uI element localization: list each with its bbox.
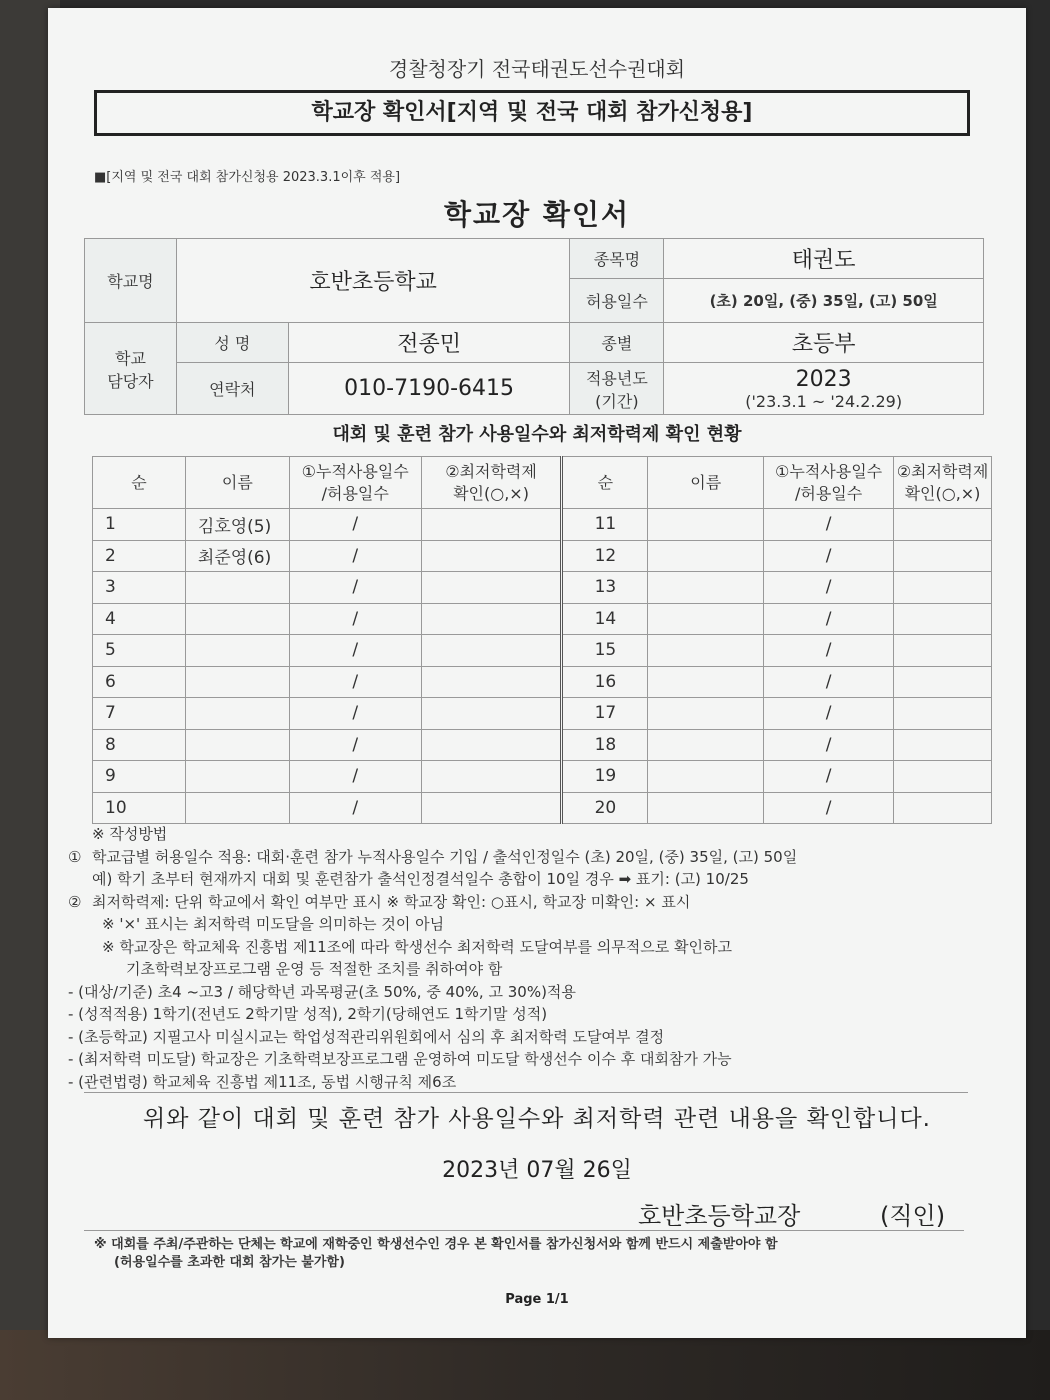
header-days-line2: /허용일수 <box>321 483 389 503</box>
row-check <box>421 572 562 604</box>
name-value: 전종민 <box>288 323 570 363</box>
header-days-right-line1: ①누적사용일수 <box>775 461 883 481</box>
header-days <box>289 457 421 509</box>
year-value: 2023 <box>795 366 852 392</box>
header-days-right-line2: /허용일수 <box>794 483 863 503</box>
table-row <box>93 792 992 824</box>
table-row <box>93 540 992 572</box>
row-days: / <box>289 666 421 698</box>
row-check <box>421 509 562 541</box>
row-days: / <box>289 729 421 761</box>
row-check-right <box>894 635 992 667</box>
row-name-right <box>648 761 764 793</box>
row-num: 1 <box>93 509 186 541</box>
row-check-right <box>894 761 992 793</box>
year-label-line1: 적용년도 <box>585 368 648 388</box>
issue-date: 2023년 07월 26일 <box>442 1158 632 1183</box>
row-num-right: 11 <box>562 509 648 541</box>
row-num: 10 <box>93 792 186 824</box>
school-label: 학교명 <box>85 239 177 323</box>
header-name-right: 이름 <box>648 457 764 509</box>
header-check-right-line1: ②최저학력제 <box>896 461 989 481</box>
document-sheet <box>48 8 1026 1338</box>
header-check-right <box>894 457 992 509</box>
header-check-line1: ②최저학력제 <box>445 461 537 481</box>
row-check-right <box>894 540 992 572</box>
row-check <box>421 729 562 761</box>
row-days: / <box>289 509 421 541</box>
row-check-right <box>894 729 992 761</box>
row-days-right: / <box>764 666 894 698</box>
footnote-line1: ※ 대회를 주최/주관하는 단체는 학교에 재학중인 학생선수인 경우 본 확인서를 참가신청서와 함께 반드시 제출받아야 함 <box>94 1237 778 1252</box>
table-header-row <box>93 457 992 509</box>
instruction-1-marker: ① <box>68 847 82 866</box>
row-num: 9 <box>93 761 186 793</box>
table-row <box>93 698 992 730</box>
division-label: 종별 <box>570 323 664 363</box>
manager-label-line1: 학교 <box>114 348 146 368</box>
table-row <box>93 729 992 761</box>
row-num-right: 14 <box>562 603 648 635</box>
table-row <box>93 635 992 667</box>
row-check <box>421 792 562 824</box>
row-days: / <box>289 761 421 793</box>
signer: 호반초등학교장 <box>638 1202 801 1230</box>
row-name-right <box>648 603 764 635</box>
row-num-right: 13 <box>562 572 648 604</box>
row-days: / <box>289 792 421 824</box>
row-days: / <box>289 603 421 635</box>
row-days-right: / <box>764 540 894 572</box>
row-days: / <box>289 572 421 604</box>
divider-bottom <box>84 1230 964 1231</box>
school-name: 호반초등학교 <box>176 239 570 323</box>
row-check-right <box>894 572 992 604</box>
row-num: 8 <box>93 729 186 761</box>
section-title: 대회 및 훈련 참가 사용일수와 최저학력제 확인 현황 <box>332 424 742 445</box>
header-check-right-line2: 확인(○,×) <box>904 483 981 503</box>
official-seal: (직인) <box>880 1202 946 1230</box>
page-number: Page 1/1 <box>505 1292 569 1307</box>
row-check <box>421 540 562 572</box>
row-name: 김호영(5) <box>185 509 289 541</box>
row-check <box>421 635 562 667</box>
row-num: 4 <box>93 603 186 635</box>
row-name-right <box>648 729 764 761</box>
header-num-right: 순 <box>562 457 648 509</box>
year-label-line2: (기간) <box>595 391 639 411</box>
header-name: 이름 <box>185 457 289 509</box>
event-value: 태권도 <box>664 239 984 279</box>
table-row <box>93 603 992 635</box>
row-check-right <box>894 666 992 698</box>
background-desk-bottom <box>0 1330 1050 1400</box>
detail-elementary: - (초등학교) 지필고사 미실시교는 학업성적관리위원회에서 심의 후 최저학력 도달여부 결정 <box>68 1027 665 1046</box>
row-days-right: / <box>764 761 894 793</box>
row-check-right <box>894 792 992 824</box>
contact-value: 010-7190-6415 <box>288 363 570 415</box>
row-check-right <box>894 603 992 635</box>
manager-label-line2: 담당자 <box>107 371 154 391</box>
row-check <box>421 666 562 698</box>
row-days-right: / <box>764 792 894 824</box>
row-days-right: / <box>764 698 894 730</box>
row-name-right <box>648 666 764 698</box>
row-days-right: / <box>764 635 894 667</box>
instruction-note-principal: ※ 학교장은 학교체육 진흥법 제11조에 따라 학생선수 최저학력 도달여부를 의무적으로 확인하고 <box>102 937 732 956</box>
info-table <box>84 238 984 415</box>
row-days: / <box>289 635 421 667</box>
row-days-right: / <box>764 603 894 635</box>
row-name-right <box>648 509 764 541</box>
main-title: 학교장 확인서 <box>443 198 631 231</box>
row-check <box>421 603 562 635</box>
footnote <box>94 1236 974 1272</box>
instruction-2-marker: ② <box>68 892 82 911</box>
instruction-2-text: 최저학력제: 단위 학교에서 확인 여부만 표시 ※ 학교장 확인: ○표시, 학교장 미확인: × 표시 <box>92 892 691 911</box>
row-name <box>185 635 289 667</box>
instruction-1-text: 학교급별 허용일수 적용: 대회·훈련 참가 누적사용일수 기입 / 출석인정일수 (초) 20일, (중) 35일, (고) 50일 <box>92 847 798 866</box>
row-days: / <box>289 698 421 730</box>
row-num-right: 17 <box>562 698 648 730</box>
header-days-line1: ①누적사용일수 <box>301 461 409 481</box>
applicability-note: ■[지역 및 전국 대회 참가신청용 2023.3.1이후 적용] <box>94 170 401 185</box>
row-num-right: 15 <box>562 635 648 667</box>
instruction-note-x: ※ '×' 표시는 최저학력 미도달을 의미하는 것이 아님 <box>102 915 445 933</box>
header-num: 순 <box>93 457 186 509</box>
instructions-heading: ※ 작성방법 <box>92 825 168 843</box>
footnote-line2: (허용일수를 초과한 대회 참가는 불가함) <box>114 1255 345 1270</box>
table-row <box>93 572 992 604</box>
row-days-right: / <box>764 729 894 761</box>
row-check-right <box>894 509 992 541</box>
participation-table <box>92 456 992 824</box>
row-check <box>421 761 562 793</box>
instruction-1 <box>68 846 998 869</box>
row-name-right <box>648 540 764 572</box>
row-num: 2 <box>93 540 186 572</box>
allow-value: (초) 20일, (중) 35일, (고) 50일 <box>664 279 984 323</box>
row-num-right: 20 <box>562 792 648 824</box>
form-header-box: 학교장 확인서[지역 및 전국 대회 참가신청용] <box>94 90 970 136</box>
instruction-2 <box>68 891 998 914</box>
year-cell <box>664 363 984 415</box>
header-check-line2: 확인(○,×) <box>453 483 529 503</box>
row-check-right <box>894 698 992 730</box>
row-num: 3 <box>93 572 186 604</box>
row-name-right <box>648 792 764 824</box>
row-name <box>185 698 289 730</box>
detail-target: - (대상/기준) 초4 ~고3 / 해당학년 과목평균(초 50%, 중 40%, 고 30%)적용 <box>68 982 576 1001</box>
row-name-right <box>648 572 764 604</box>
event-label: 종목명 <box>570 239 664 279</box>
competition-title: 경찰청장기 전국태권도선수권대회 <box>388 57 686 81</box>
detail-law: - (관련법령) 학교체육 진흥법 제11조, 동법 시행규칙 제6조 <box>68 1072 457 1091</box>
instruction-note-principal-cont: 기초학력보장프로그램 운영 등 적절한 조치를 취하여야 함 <box>126 960 503 978</box>
row-num-right: 16 <box>562 666 648 698</box>
detail-below-min: - (최저학력 미도달) 학교장은 기초학력보장프로그램 운영하여 미도달 학생선수 이수 후 대회참가 가능 <box>68 1050 732 1068</box>
instructions <box>68 823 998 1093</box>
row-name <box>185 729 289 761</box>
row-days-right: / <box>764 509 894 541</box>
detail-grades: - (성적적용) 1학기(전년도 2학기말 성적), 2학기(당해연도 1학기말 성적) <box>68 1005 548 1023</box>
year-label <box>570 363 664 415</box>
contact-label: 연락처 <box>176 363 288 415</box>
divider <box>84 1092 968 1093</box>
row-num-right: 12 <box>562 540 648 572</box>
header-days-right <box>764 457 894 509</box>
manager-label <box>85 323 177 415</box>
table-row <box>93 666 992 698</box>
row-check <box>421 698 562 730</box>
row-name <box>185 666 289 698</box>
row-num: 6 <box>93 666 186 698</box>
year-period: ('23.3.1 ~ '24.2.29) <box>745 391 903 411</box>
confirmation-statement: 위와 같이 대회 및 훈련 참가 사용일수와 최저학력 관련 내용을 확인합니다. <box>143 1106 931 1132</box>
row-name: 최준영(6) <box>185 540 289 572</box>
header-check <box>421 457 562 509</box>
row-name <box>185 761 289 793</box>
row-days-right: / <box>764 572 894 604</box>
row-num: 5 <box>93 635 186 667</box>
row-name-right <box>648 635 764 667</box>
row-num: 7 <box>93 698 186 730</box>
row-name <box>185 572 289 604</box>
row-num-right: 19 <box>562 761 648 793</box>
table-row <box>93 761 992 793</box>
row-num-right: 18 <box>562 729 648 761</box>
table-row <box>93 509 992 541</box>
row-days: / <box>289 540 421 572</box>
name-label: 성 명 <box>176 323 288 363</box>
row-name <box>185 792 289 824</box>
allow-label: 허용일수 <box>570 279 664 323</box>
division-value: 초등부 <box>664 323 984 363</box>
row-name-right <box>648 698 764 730</box>
row-name <box>185 603 289 635</box>
instruction-1-example: 예) 학기 초부터 현재까지 대회 및 훈련참가 출석인정결석일수 총합이 10일 경우 ➡ 표기: (고) 10/25 <box>92 870 749 888</box>
